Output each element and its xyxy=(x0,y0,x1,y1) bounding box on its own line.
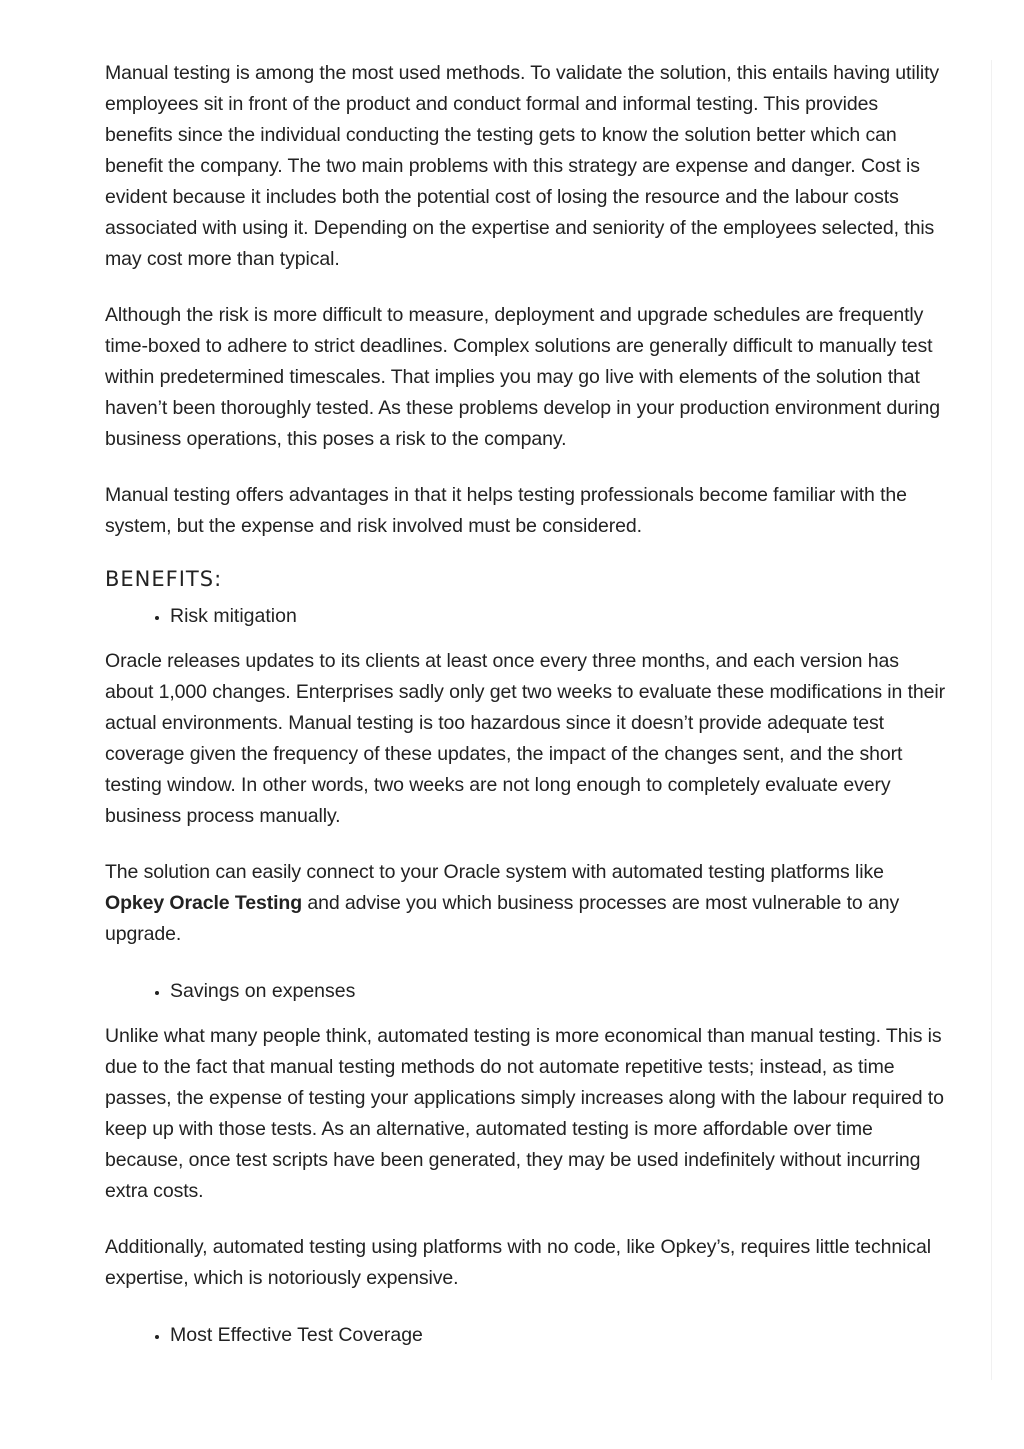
risk-paragraph-2-tail: and advise you which business processes are most vulnerable to any upgrade. xyxy=(105,892,900,945)
benefits-heading: BENEFITS: xyxy=(105,567,223,591)
risk-paragraph-2 xyxy=(105,857,947,950)
bullet-savings-on-expenses: • Savings on expenses xyxy=(170,976,947,1007)
intro-paragraph-1: Manual testing is among the most used methods. To validate the solution, this entails having utility employees sit in front of the product and conduct formal and informal testing. This provides benefits since the individual conducting the testing gets to know the solution better which can benefit the company. The two main problems with this strategy are expense and danger. Cost is evident because it includes both the potential cost of losing the resource and the labour costs associated with using it. Depending on the expertise and seniority of the employees selected, this may cost more than typical. xyxy=(105,62,940,270)
bullet-most-effective-test-coverage: • Most Effective Test Coverage xyxy=(170,1320,947,1351)
intro-paragraph-2: Although the risk is more difficult to measure, deployment and upgrade schedules are frequently time-boxed to adhere to strict deadlines. Complex solutions are generally difficult to manually test within predetermined timescales. That implies you may go live with elements of the solution that haven’t been thoroughly tested. As these problems develop in your production environment during business operations, this poses a risk to the company. xyxy=(105,304,940,450)
bullet-list-coverage xyxy=(105,1320,947,1351)
bullet-risk-mitigation: • Risk mitigation xyxy=(170,601,947,632)
bullet-list-risk xyxy=(105,601,947,632)
savings-paragraph-2: Additionally, automated testing using platforms with no code, like Opkey’s, requires little technical expertise, which is notoriously expensive. xyxy=(105,1236,931,1289)
article-body xyxy=(105,58,947,1365)
opkey-oracle-testing-emphasis: Opkey Oracle Testing xyxy=(105,892,303,914)
intro-paragraph-3: Manual testing offers advantages in that it helps testing professionals become familiar with the system, but the expense and risk involved must be considered. xyxy=(105,484,907,537)
savings-paragraph-1: Unlike what many people think, automated testing is more economical than manual testing. This is due to the fact that manual testing methods do not automate repetitive tests; instead, as time passes, the expense of testing your applications simply increases along with the labour required to keep up with those tests. As an alternative, automated testing is more affordable over time because, once test scripts have been generated, they may be used indefinitely without incurring extra costs. xyxy=(105,1025,944,1202)
risk-paragraph-1: Oracle releases updates to its clients at least once every three months, and each version has about 1,000 changes. Enterprises sadly only get two weeks to evaluate these modifications in their actual environments. Manual testing is too hazardous since it doesn’t provide adequate test coverage given the frequency of these updates, the impact of the changes sent, and the short testing window. In other words, two weeks are not long enough to completely evaluate every business process manually. xyxy=(105,650,946,827)
risk-paragraph-2-lead: The solution can easily connect to your Oracle system with automated testing platforms like xyxy=(105,861,884,883)
bullet-list-savings xyxy=(105,976,947,1007)
page-edge-divider xyxy=(991,60,992,1380)
